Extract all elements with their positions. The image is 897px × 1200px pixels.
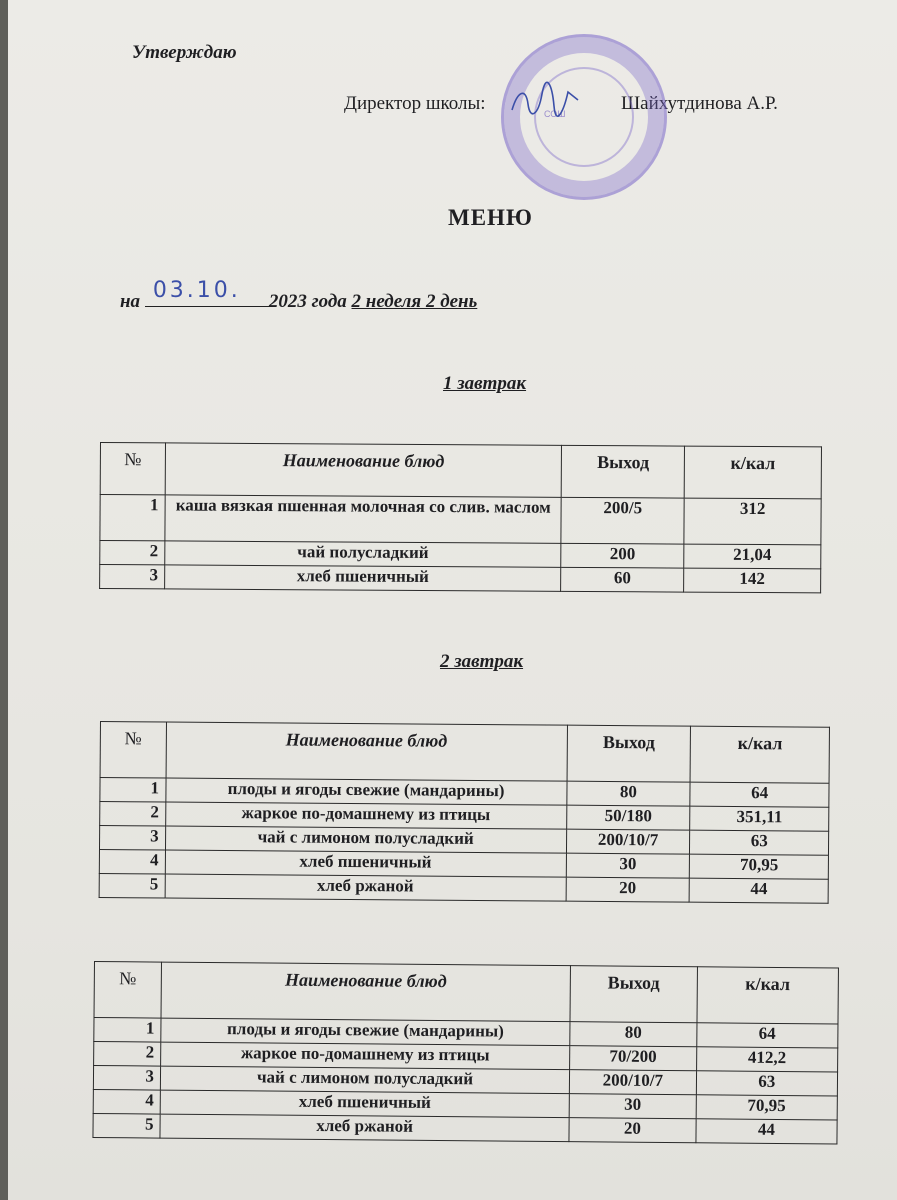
cell-num: 1 [100, 495, 165, 541]
menu-table-breakfast-1 [99, 442, 822, 593]
menu-table-extra [92, 961, 839, 1144]
cell-name: хлеб ржаной [160, 1114, 569, 1142]
director-label: Директор школы: [344, 93, 486, 114]
week-day: 2 неделя 2 день [351, 291, 478, 312]
table-row [100, 565, 821, 593]
column-header-kcal: к/кал [691, 726, 830, 783]
cell-num: 2 [100, 802, 166, 827]
column-header-num: № [94, 962, 161, 1019]
cell-num: 5 [93, 1113, 160, 1138]
cell-num: 3 [99, 826, 165, 851]
page-title: МЕНЮ [448, 205, 533, 230]
table-header-row [94, 962, 838, 1024]
cell-kcal: 44 [690, 878, 829, 903]
cell-name: жаркое по-домашнему из птицы [161, 1042, 570, 1070]
cell-name: жаркое по-домашнему из птицы [165, 802, 566, 829]
cell-kcal: 64 [690, 782, 829, 807]
cell-kcal: 21,04 [684, 544, 821, 569]
cell-name: хлеб пшеничный [165, 850, 566, 877]
date-blank [145, 278, 269, 307]
cell-num: 3 [93, 1066, 160, 1091]
cell-num: 1 [94, 1018, 161, 1043]
cell-yield: 80 [566, 781, 690, 806]
cell-kcal: 351,11 [690, 806, 829, 831]
cell-yield: 20 [569, 1118, 696, 1143]
cell-kcal: 63 [690, 830, 829, 855]
cell-name: чай полусладкий [165, 541, 562, 567]
column-header-yield: Выход [570, 966, 697, 1023]
cell-num: 4 [99, 849, 165, 874]
table-header-row [100, 443, 821, 499]
cell-name: каша вязкая пшенная молочная со слив. маслом [165, 495, 562, 543]
cell-kcal: 70,95 [690, 854, 829, 879]
cell-kcal: 70,95 [696, 1095, 838, 1120]
table-row [99, 873, 828, 903]
cell-num: 3 [100, 565, 165, 589]
cell-name: чай с лимоном полусладкий [165, 826, 566, 853]
column-header-name: Наименование блюд [166, 722, 567, 781]
cell-num: 2 [94, 1042, 161, 1067]
column-header-name: Наименование блюд [161, 962, 571, 1022]
cell-yield: 30 [566, 853, 690, 878]
cell-yield: 200/10/7 [566, 829, 690, 854]
cell-kcal: 412,2 [696, 1047, 838, 1072]
approval-label: Утверждаю [132, 42, 237, 63]
date-line [120, 278, 478, 313]
cell-name: плоды и ягоды свежие (мандарины) [161, 1018, 570, 1046]
cell-num: 2 [100, 541, 165, 565]
cell-yield: 200/5 [561, 497, 684, 544]
cell-yield: 80 [570, 1022, 697, 1047]
cell-name: плоды и ягоды свежие (мандарины) [165, 778, 566, 805]
table-header-row [100, 722, 829, 784]
cell-yield: 60 [561, 567, 684, 592]
menu-table-breakfast-2 [99, 721, 830, 904]
cell-name: чай с лимоном полусладкий [160, 1066, 569, 1094]
stamp-text: СОШ [544, 109, 566, 119]
table-row [93, 1113, 837, 1143]
cell-num: 4 [93, 1089, 160, 1114]
section-breakfast-2: 2 завтрак [440, 651, 524, 672]
cell-kcal: 63 [696, 1071, 838, 1096]
director-name: Шайхутдинова А.Р. [621, 93, 778, 114]
cell-name: хлеб ржаной [165, 874, 566, 901]
cell-kcal: 312 [684, 498, 821, 545]
column-header-kcal: к/кал [697, 967, 839, 1024]
date-year: 2023 года [268, 291, 347, 312]
cell-yield: 30 [569, 1094, 696, 1119]
cell-yield: 70/200 [570, 1046, 697, 1071]
cell-kcal: 44 [696, 1119, 838, 1144]
cell-name: хлеб пшеничный [160, 1090, 569, 1118]
menu-document [8, 0, 897, 1200]
cell-num: 1 [100, 778, 166, 803]
section-breakfast-1: 1 завтрак [443, 373, 527, 394]
signature-icon [508, 80, 588, 120]
cell-kcal: 142 [684, 568, 821, 593]
column-header-yield: Выход [567, 725, 691, 782]
cell-yield: 200 [561, 543, 684, 568]
cell-yield: 50/180 [566, 805, 690, 830]
cell-num: 5 [99, 873, 165, 898]
cell-yield: 20 [566, 877, 690, 902]
handwritten-date: 03.10. [152, 278, 241, 303]
column-header-num: № [100, 722, 166, 779]
column-header-yield: Выход [562, 445, 685, 498]
cell-kcal: 64 [696, 1023, 838, 1048]
date-prefix: на [120, 291, 141, 312]
column-header-num: № [100, 443, 165, 495]
column-header-name: Наименование блюд [165, 443, 562, 497]
cell-yield: 200/10/7 [570, 1070, 697, 1095]
cell-name: хлеб пшеничный [164, 565, 561, 591]
table-row [100, 495, 821, 545]
column-header-kcal: к/кал [684, 446, 821, 499]
